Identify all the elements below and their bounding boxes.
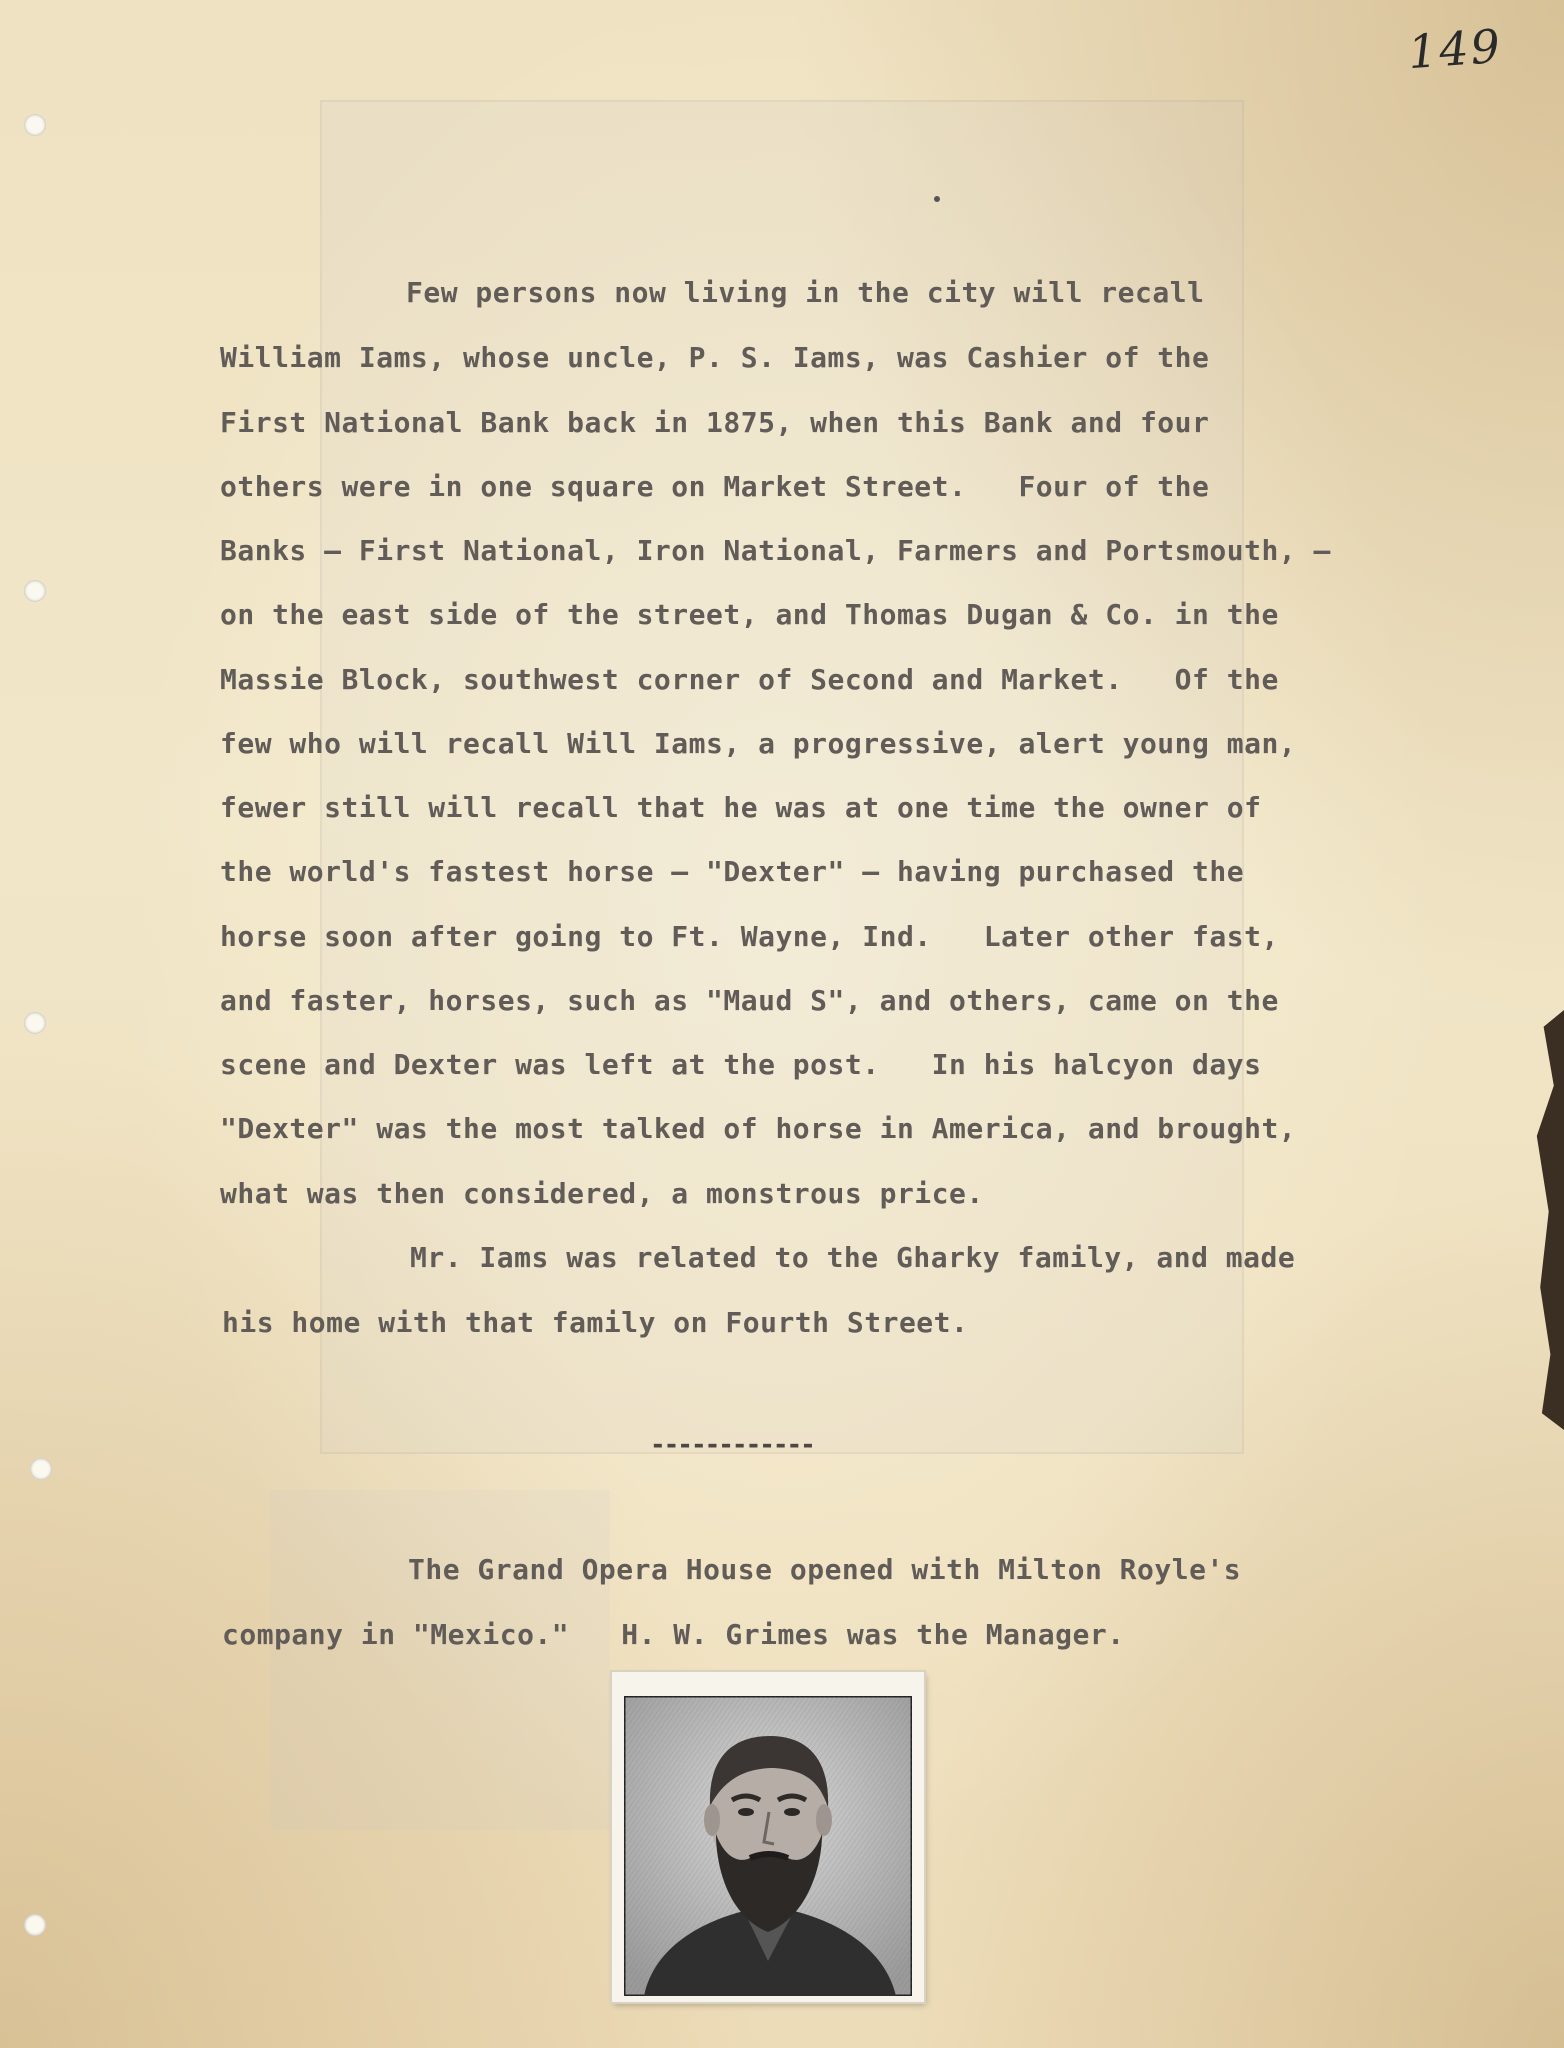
handwritten-page-number: 149 bbox=[1406, 18, 1504, 80]
punch-hole bbox=[24, 114, 46, 136]
text-line: Mr. Iams was related to the Gharky family, and made bbox=[410, 1241, 1296, 1274]
punch-hole bbox=[30, 1458, 52, 1480]
text-line: what was then considered, a monstrous price. bbox=[220, 1177, 984, 1210]
text-line: fewer still will recall that he was at one time the owner of bbox=[220, 791, 1262, 824]
text-line: others were in one square on Market Street. Four of the bbox=[220, 470, 1210, 503]
text-line: company in "Mexico." H. W. Grimes was the Manager. bbox=[222, 1618, 1125, 1651]
text-line: his home with that family on Fourth Street. bbox=[222, 1306, 969, 1339]
portrait-engraving bbox=[624, 1696, 912, 1996]
text-line: First National Bank back in 1875, when this Bank and four bbox=[220, 406, 1210, 439]
punch-hole bbox=[24, 580, 46, 602]
portrait-photo bbox=[612, 1672, 924, 2002]
text-line: horse soon after going to Ft. Wayne, Ind. Later other fast, bbox=[220, 920, 1279, 953]
section-separator: ------------ bbox=[650, 1430, 814, 1460]
text-line: scene and Dexter was left at the post. In his halcyon days bbox=[220, 1048, 1262, 1081]
text-line: Banks — First National, Iron National, Farmers and Portsmouth, — bbox=[220, 534, 1331, 567]
text-line: the world's fastest horse — "Dexter" — having purchased the bbox=[220, 855, 1245, 888]
text-line: Massie Block, southwest corner of Second and Market. Of the bbox=[220, 663, 1279, 696]
text-line: The Grand Opera House opened with Milton Royle's bbox=[408, 1553, 1242, 1586]
torn-edge bbox=[1530, 1010, 1564, 1430]
punch-hole bbox=[24, 1012, 46, 1034]
text-line: on the east side of the street, and Thomas Dugan & Co. in the bbox=[220, 598, 1279, 631]
text-line: "Dexter" was the most talked of horse in America, and brought, bbox=[220, 1112, 1297, 1145]
punch-hole bbox=[24, 1914, 46, 1936]
text-line: few who will recall Will Iams, a progressive, alert young man, bbox=[220, 727, 1297, 760]
text-line: William Iams, whose uncle, P. S. Iams, was Cashier of the bbox=[220, 341, 1210, 374]
show-through-card-lower bbox=[270, 1490, 610, 1830]
ink-dot bbox=[934, 196, 940, 202]
text-line: Few persons now living in the city will recall bbox=[406, 276, 1205, 309]
text-line: and faster, horses, such as "Maud S", and others, came on the bbox=[220, 984, 1279, 1017]
